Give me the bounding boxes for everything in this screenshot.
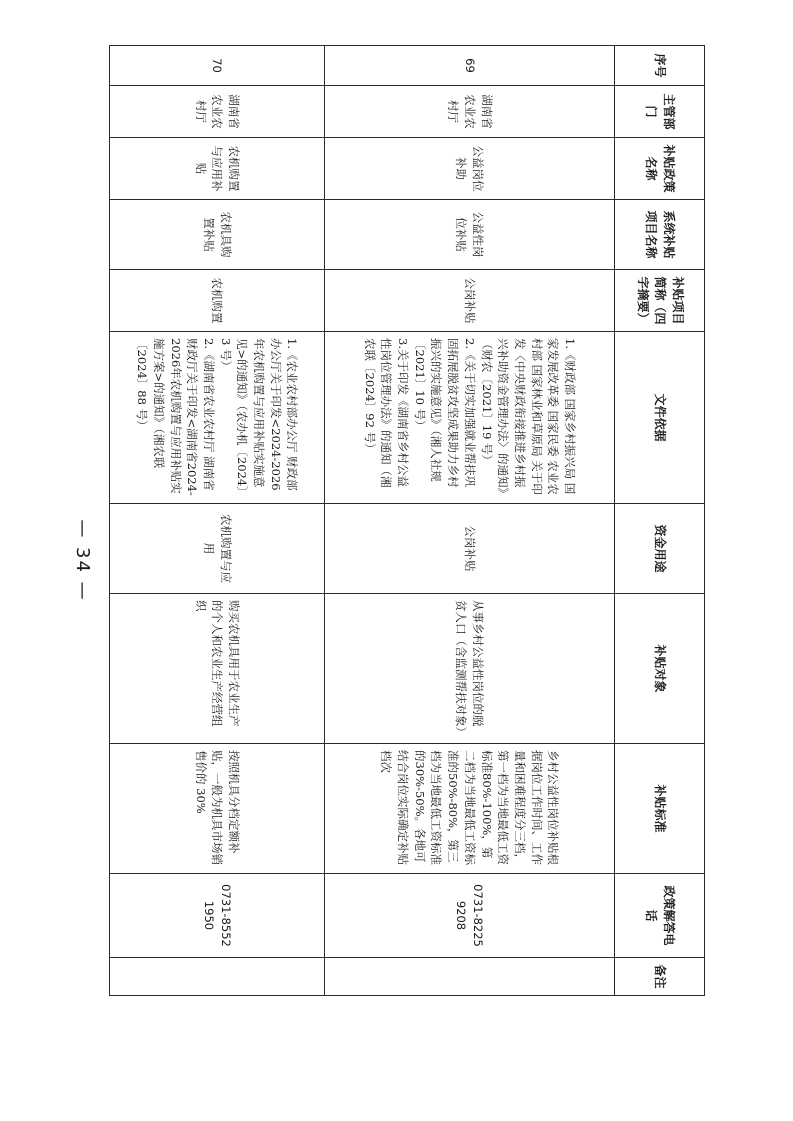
page-number: — 34 — bbox=[72, 519, 93, 602]
cell-phone: 0731-8225 9208 bbox=[325, 874, 615, 958]
subsidy-policy-table bbox=[109, 45, 705, 996]
cell-system-item: 公益性岗位补贴 bbox=[325, 200, 615, 270]
cell-remark bbox=[325, 958, 615, 996]
cell-standard: 按照机具分档定额补贴，一般为机具市场销售价的 30% bbox=[110, 744, 325, 874]
cell-system-item: 农机具购置补贴 bbox=[110, 200, 325, 270]
cell-phone: 0731-8552 1950 bbox=[110, 874, 325, 958]
cell-summary: 公岗补贴 bbox=[325, 270, 615, 332]
cell-basis: 1.《财政部 国家乡村振兴局 国家发展改革委 国家民委 农业农村部 国家林业和草原局 关于印发〈中央财政衔接推进乡村振兴补助资金管理办法〉的通知》（财农〔2021〕19 号） 2.《关于切实加强就业帮扶巩固拓展脱贫攻坚成果助力乡村振兴的实施意见》（湘人社规〔2021〕10 号） 3.关于印发《湖南省乡村公益性岗位管理办法》的通知（湘农联〔2024〕92 号） bbox=[325, 332, 615, 504]
header-phone: 政策解答电话 bbox=[615, 874, 705, 958]
header-basis: 文件依据 bbox=[615, 332, 705, 504]
header-system-item: 系统补贴项目名称 bbox=[615, 200, 705, 270]
header-standard: 补贴标准 bbox=[615, 744, 705, 874]
cell-target: 从事乡村公益性岗位的脱贫人口（含监测帮扶对象） bbox=[325, 594, 615, 744]
table-header-row bbox=[615, 46, 705, 996]
cell-seq: 70 bbox=[110, 46, 325, 86]
header-remark: 备注 bbox=[615, 958, 705, 996]
header-use: 资金用途 bbox=[615, 504, 705, 594]
cell-dept: 湖南省农业农村厅 bbox=[110, 86, 325, 138]
table-row bbox=[110, 46, 325, 996]
header-dept: 主管部门 bbox=[615, 86, 705, 138]
table-row bbox=[325, 46, 615, 996]
header-summary: 补贴项目简称（四字摘要） bbox=[615, 270, 705, 332]
cell-dept: 湖南省农业农村厅 bbox=[325, 86, 615, 138]
cell-target: 购买农机具用于农业生产的个人和农业生产经营组织 bbox=[110, 594, 325, 744]
cell-policy-name: 农机购置与应用补贴 bbox=[110, 138, 325, 200]
header-policy-name: 补贴政策名称 bbox=[615, 138, 705, 200]
cell-use: 农机购置与应用 bbox=[110, 504, 325, 594]
cell-policy-name: 公益岗位补助 bbox=[325, 138, 615, 200]
cell-basis: 1.《农业农村部办公厅 财政部办公厅关于印发<2024-2026年农机购置与应用补贴实施意见>的通知》（农办机〔2024〕3 号） 2.《湖南省农业农村厅 湖南省财政厅关于印发<湖南省2024-2026年农机购置与应用补贴实施方案>的通知》（湘农联〔2024〕88 号） bbox=[110, 332, 325, 504]
header-seq: 序号 bbox=[615, 46, 705, 86]
cell-seq: 69 bbox=[325, 46, 615, 86]
cell-summary: 农机购置 bbox=[110, 270, 325, 332]
cell-remark bbox=[110, 958, 325, 996]
cell-use: 公岗补贴 bbox=[325, 504, 615, 594]
cell-standard: 乡村公益性岗位补贴根据岗位工作时间、工作量和困难程度分三档，第一档为当地最低工资标准80%-100%，第二档为当地最低工资标准的50%-80%，第三档为当地最低工资标准的30%-50%。各地可结合岗位实际确定补贴档次 bbox=[325, 744, 615, 874]
header-target: 补贴对象 bbox=[615, 594, 705, 744]
